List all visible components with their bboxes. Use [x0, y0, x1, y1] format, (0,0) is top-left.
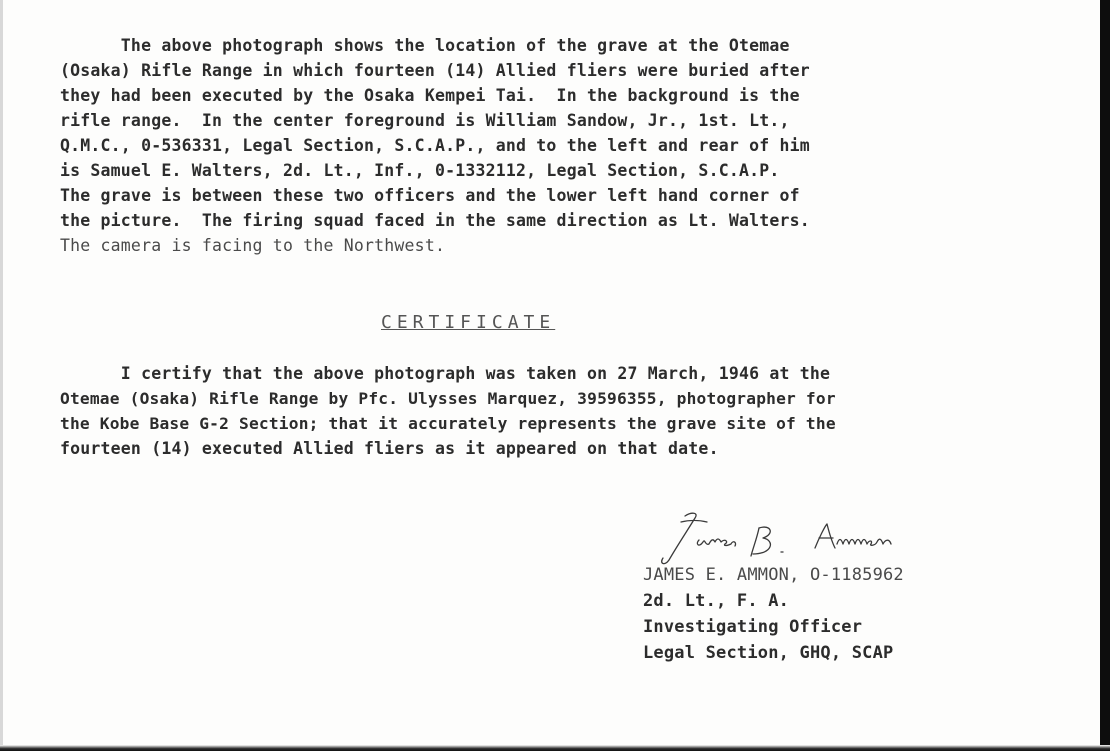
- paragraph2-line: I certify that the above photograph was taken on 27 March, 1946 at the: [60, 364, 831, 383]
- page-bottom-border: [0, 745, 1110, 751]
- paragraph1-line: they had been executed by the Osaka Kempei Tai. In the background is the: [60, 86, 800, 105]
- officer-name: JAMES E. AMMON, O-1185962: [643, 565, 904, 585]
- paragraph1-line: Q.M.C., 0-536331, Legal Section, S.C.A.P., and to the left and rear of him: [60, 136, 810, 155]
- paragraph2-line: Otemae (Osaka) Rifle Range by Pfc. Ulysses Marquez, 39596355, photographer for: [60, 389, 836, 408]
- paragraph1-line: The above photograph shows the location of the grave at the Otemae: [60, 36, 790, 55]
- paragraph1-line: rifle range. In the center foreground is William Sandow, Jr., 1st. Lt.,: [60, 111, 790, 130]
- paragraph2-line: fourteen (14) executed Allied fliers as it appeared on that date.: [60, 439, 719, 458]
- paragraph1-line: (Osaka) Rifle Range in which fourteen (14) Allied fliers were buried after: [60, 61, 810, 80]
- paragraph1-line: The camera is facing to the Northwest.: [60, 236, 446, 255]
- paragraph1-line: the picture. The firing squad faced in the same direction as Lt. Walters.: [60, 211, 810, 230]
- handwritten-signature: [655, 508, 925, 570]
- officer-rank: 2d. Lt., F. A.: [643, 591, 790, 611]
- page-left-edge: [0, 0, 3, 751]
- officer-unit: Legal Section, GHQ, SCAP: [643, 643, 894, 663]
- paragraph1-line: is Samuel E. Walters, 2d. Lt., Inf., 0-1332112, Legal Section, S.C.A.P.: [60, 161, 780, 180]
- paragraph1-line: The grave is between these two officers and the lower left hand corner of: [60, 186, 800, 205]
- certificate-heading: CERTIFICATE: [381, 312, 556, 333]
- paragraph2-line: the Kobe Base G-2 Section; that it accurately represents the grave site of the: [60, 414, 836, 433]
- officer-title: Investigating Officer: [643, 617, 863, 637]
- page-right-border: [1100, 0, 1110, 751]
